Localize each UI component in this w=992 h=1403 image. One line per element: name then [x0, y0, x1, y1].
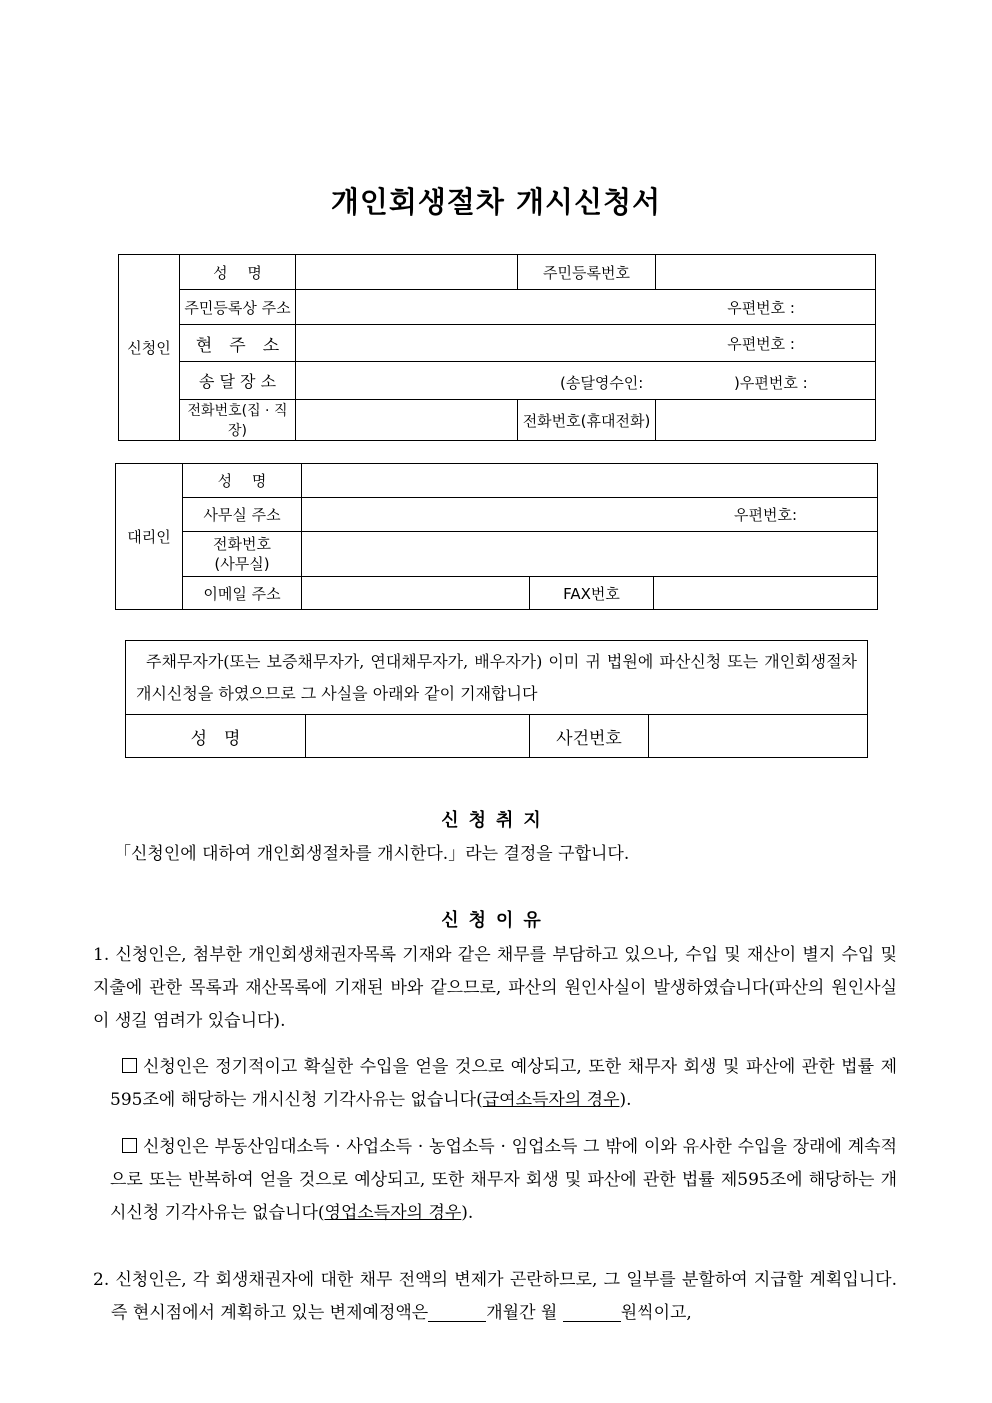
- reason-item-2: [93, 1264, 897, 1330]
- salary-checkbox[interactable]: [122, 1058, 137, 1073]
- reasons-heading: 신청이유: [441, 910, 551, 931]
- prior-case-notice: [126, 641, 868, 715]
- prior-case-name-field[interactable]: [306, 715, 530, 758]
- reason-check-1: [110, 1051, 897, 1117]
- applicant-rrn-field[interactable]: [656, 255, 876, 290]
- agent-phone-field[interactable]: [302, 532, 878, 577]
- agent-fax-label: FAX번호: [530, 577, 654, 610]
- applicant-phone-mobile-label: 전화번호(휴대전화): [518, 400, 656, 441]
- reason-item-1: 1. 신청인은, 첨부한 개인회생채권자목록 기재와 같은 채무를 부담하고 있으나, 수입 및 재산이 별지 수입 및 지출에 관한 목록과 재산목록에 기재된 바와 같으므로, 파산의 원인사실이 발생하였습니다(파산의 원인사실이 생길 염려가 있습니다).: [93, 945, 897, 1031]
- applicant-group-label: 신청인: [119, 255, 180, 441]
- applicant-name-field[interactable]: [296, 255, 518, 290]
- applicant-phone-home-label: 전화번호(집 · 직장): [180, 400, 296, 441]
- check2-text: 신청인은 부동산임대소득 · 사업소득 · 농업소득 · 임업소득 그 밖에 이와 유사한 수입을 장래에 계속적으로 또는 반복하여 얻을 것으로 예상되고, 또한 채무자 회생 및 파산에 관한 법률 제595조에 해당하는 개시신청 기각사유는 없습니다(: [110, 1137, 897, 1223]
- delivery-postal-label: )우편번호 :: [734, 374, 808, 392]
- prior-case-no-field[interactable]: [649, 715, 868, 758]
- delivery-recipient-label: (송달영수인:: [560, 374, 644, 392]
- check1-underlined: 급여소득자의 경우: [482, 1090, 620, 1110]
- purpose-heading: 신청취지: [441, 810, 551, 831]
- applicant-name-label: 성 명: [180, 255, 296, 290]
- business-checkbox[interactable]: [122, 1138, 137, 1153]
- months-blank[interactable]: [428, 1303, 486, 1322]
- item2-text-a: 2. 신청인은, 각 회생채권자에 대한 채무 전액의 변제가 곤란하므로, 그 일부를 분할하여 지급할 계획입니다. 즉 현시점에서 계획하고 있는 변제예정액은: [93, 1270, 897, 1323]
- agent-fax-field[interactable]: [654, 577, 878, 610]
- agent-name-label: 성 명: [183, 464, 302, 498]
- reason-check-2: [110, 1131, 897, 1230]
- applicant-delivery-field[interactable]: [296, 362, 876, 400]
- check1-text: 신청인은 정기적이고 확실한 수입을 얻을 것으로 예상되고, 또한 채무자 회생 및 파산에 관한 법률 제595조에 해당하는 개시신청 기각사유는 없습니다(: [110, 1057, 897, 1110]
- postal-label: 우편번호:: [734, 506, 798, 524]
- prior-case-table: [125, 640, 868, 758]
- check1-end: ).: [619, 1090, 632, 1110]
- amount-blank[interactable]: [563, 1303, 621, 1322]
- postal-label: 우편번호 :: [727, 298, 795, 317]
- applicant-phone-home-field[interactable]: [296, 400, 518, 441]
- applicant-reg-addr-field[interactable]: [296, 290, 876, 325]
- agent-office-addr-field[interactable]: [302, 498, 878, 532]
- item2-text-c: 원씩이고,: [620, 1303, 692, 1323]
- applicant-reg-addr-label: 주민등록상 주소: [180, 290, 296, 325]
- item2-text-b: 개월간 월: [486, 1303, 558, 1323]
- agent-office-addr-label: 사무실 주소: [183, 498, 302, 532]
- agent-table: [115, 463, 878, 610]
- agent-phone-label-line1: 전화번호: [213, 535, 271, 553]
- prior-case-notice-text: 주채무자가(또는 보증채무자가, 연대채무자가, 배우자가) 이미 귀 법원에 파산신청 또는 개인회생절차 개시신청을 하였으므로 그 사실을 아래와 같이 기재합니다: [136, 651, 857, 703]
- page-title: 개인회생절차 개시신청서: [330, 185, 662, 219]
- applicant-delivery-label: 송 달 장 소: [180, 362, 296, 400]
- postal-label: 우편번호 :: [727, 334, 795, 353]
- prior-case-no-label: 사건번호: [530, 715, 649, 758]
- prior-case-name-label: 성 명: [126, 715, 306, 758]
- agent-email-label: 이메일 주소: [183, 577, 302, 610]
- agent-name-field[interactable]: [302, 464, 878, 498]
- agent-phone-label: [183, 532, 302, 577]
- check2-underlined: 영업소득자의 경우: [324, 1203, 462, 1223]
- applicant-phone-mobile-field[interactable]: [656, 400, 876, 441]
- applicant-table: [118, 254, 876, 441]
- applicant-cur-addr-field[interactable]: [296, 325, 876, 362]
- purpose-text: 「신청인에 대하여 개인회생절차를 개시한다.」라는 결정을 구합니다.: [114, 844, 630, 864]
- applicant-cur-addr-label: 현 주 소: [180, 325, 296, 362]
- agent-group-label: 대리인: [116, 464, 183, 610]
- applicant-rrn-label: 주민등록번호: [518, 255, 656, 290]
- agent-email-field[interactable]: [302, 577, 530, 610]
- check2-end: ).: [461, 1203, 474, 1223]
- agent-phone-label-line2: (사무실): [214, 555, 270, 573]
